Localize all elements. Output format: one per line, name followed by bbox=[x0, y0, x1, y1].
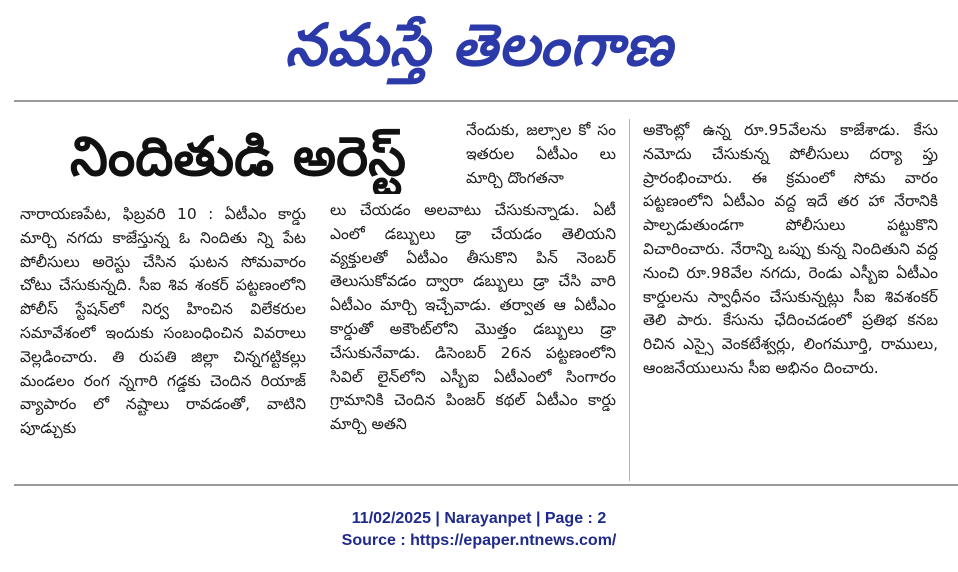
column-divider bbox=[629, 119, 630, 481]
column-1-text: నారాయణపేట, ఫిబ్రవరి 10 : ఏటీఎం కార్డు మార్చి నగదు కాజేస్తున్న ఓ నిందితు న్ని పేట పోలీసులు అరెస్టు చేసిన ఘటన సోమవారం చోటు చేసుకున్నది. సీఐ శివ శంకర్ పట్టణంలోని పోలీస్ స్టేషన్‌లో నిర్వ హించిన విలేకరుల సమావేశంలో ఇందుకు సంబంధించిన వివరాలు వెల్లడించారు. తి రుపతి జిల్లా చిన్నగట్టికల్లు మండలం రంగ న్నగారి గడ్డకు చెందిన రియాజ్ వ్యాపారం లో నష్టాలు రావడంతో, వాటిని పూడ్చుకు bbox=[20, 205, 306, 438]
newspaper-title: నమస్తే తెలంగాణ bbox=[285, 11, 673, 79]
column-3-text: అకౌంట్లో ఉన్న రూ.95వేలను కాజేశాడు. కేసు నమోదు చేసుకున్న పోలీసులు దర్యా ప్తు ప్రారంభించారు. ఈ క్రమంలో సోమ వారం పట్టణంలోని ఏటీఎం వద్ద ఇదే తర హా నేరానికి పాల్పడుతుండగా పోలీసులు పట్టుకొని విచారించారు. నేరాన్ని ఒప్పు కున్న నిందితుని వద్ద నుంచి రూ.98వేల నగదు, రెండు ఎస్బీఐ ఏటీఎం కార్డులను స్వాధీనం చేసుకున్నట్లు సీఐ శివశంకర్ తెలి పారు. కేసును ఛేదించడంలో ప్రతిభ కనబ రిచిన ఎస్సై వెంకటేశ్వర్లు, లింగమూర్తి, రాములు, ఆంజనేయులును సీఐ అభినం దించారు. bbox=[643, 121, 938, 377]
article-column-3 bbox=[643, 119, 938, 479]
article-column-2-top bbox=[466, 119, 616, 194]
column-2-text: లు చేయడం అలవాటు చేసుకున్నాడు. ఏటీ ఎంలో డబ్బులు డ్రా చేయడం తెలియని వ్యక్తులతో ఏటీఎం తీసుకొని పిన్ నెంబర్ తెలుసుకోవడం ద్వారా డబ్బులు డ్రా చేసి వారి ఏటీఎం మార్చి ఇచ్చేవాడు. తర్వాత ఆ ఏటీఎం కార్డుతో అకౌంట్‌లోని మొత్తం డబ్బులు డ్రా చేసుకునేవాడు. డిసెంబర్ 26న పట్టణంలోని సివిల్ లైన్‌లోని ఎస్బీఐ ఏటీఎంలో సింగారం గ్రామానికి చెందిన పింజర్ కథల్ ఏటీఎం కార్డు మార్చి అతని bbox=[330, 201, 616, 434]
edition-info: 11/02/2025 | Narayanpet | Page : 2 bbox=[351, 510, 607, 527]
column-2-top-text: నేందుకు, జల్సాల కో సం ఇతరుల ఏటీఎం లు మార్చి దొంగతనా bbox=[466, 121, 616, 187]
article-headline: నిందితుడి అరెస్ట్ bbox=[70, 125, 406, 188]
article-column-1 bbox=[20, 203, 306, 488]
masthead bbox=[0, 6, 958, 84]
source-link[interactable]: Source : https://epaper.ntnews.com/ bbox=[341, 532, 617, 549]
article-column-2 bbox=[330, 199, 616, 484]
